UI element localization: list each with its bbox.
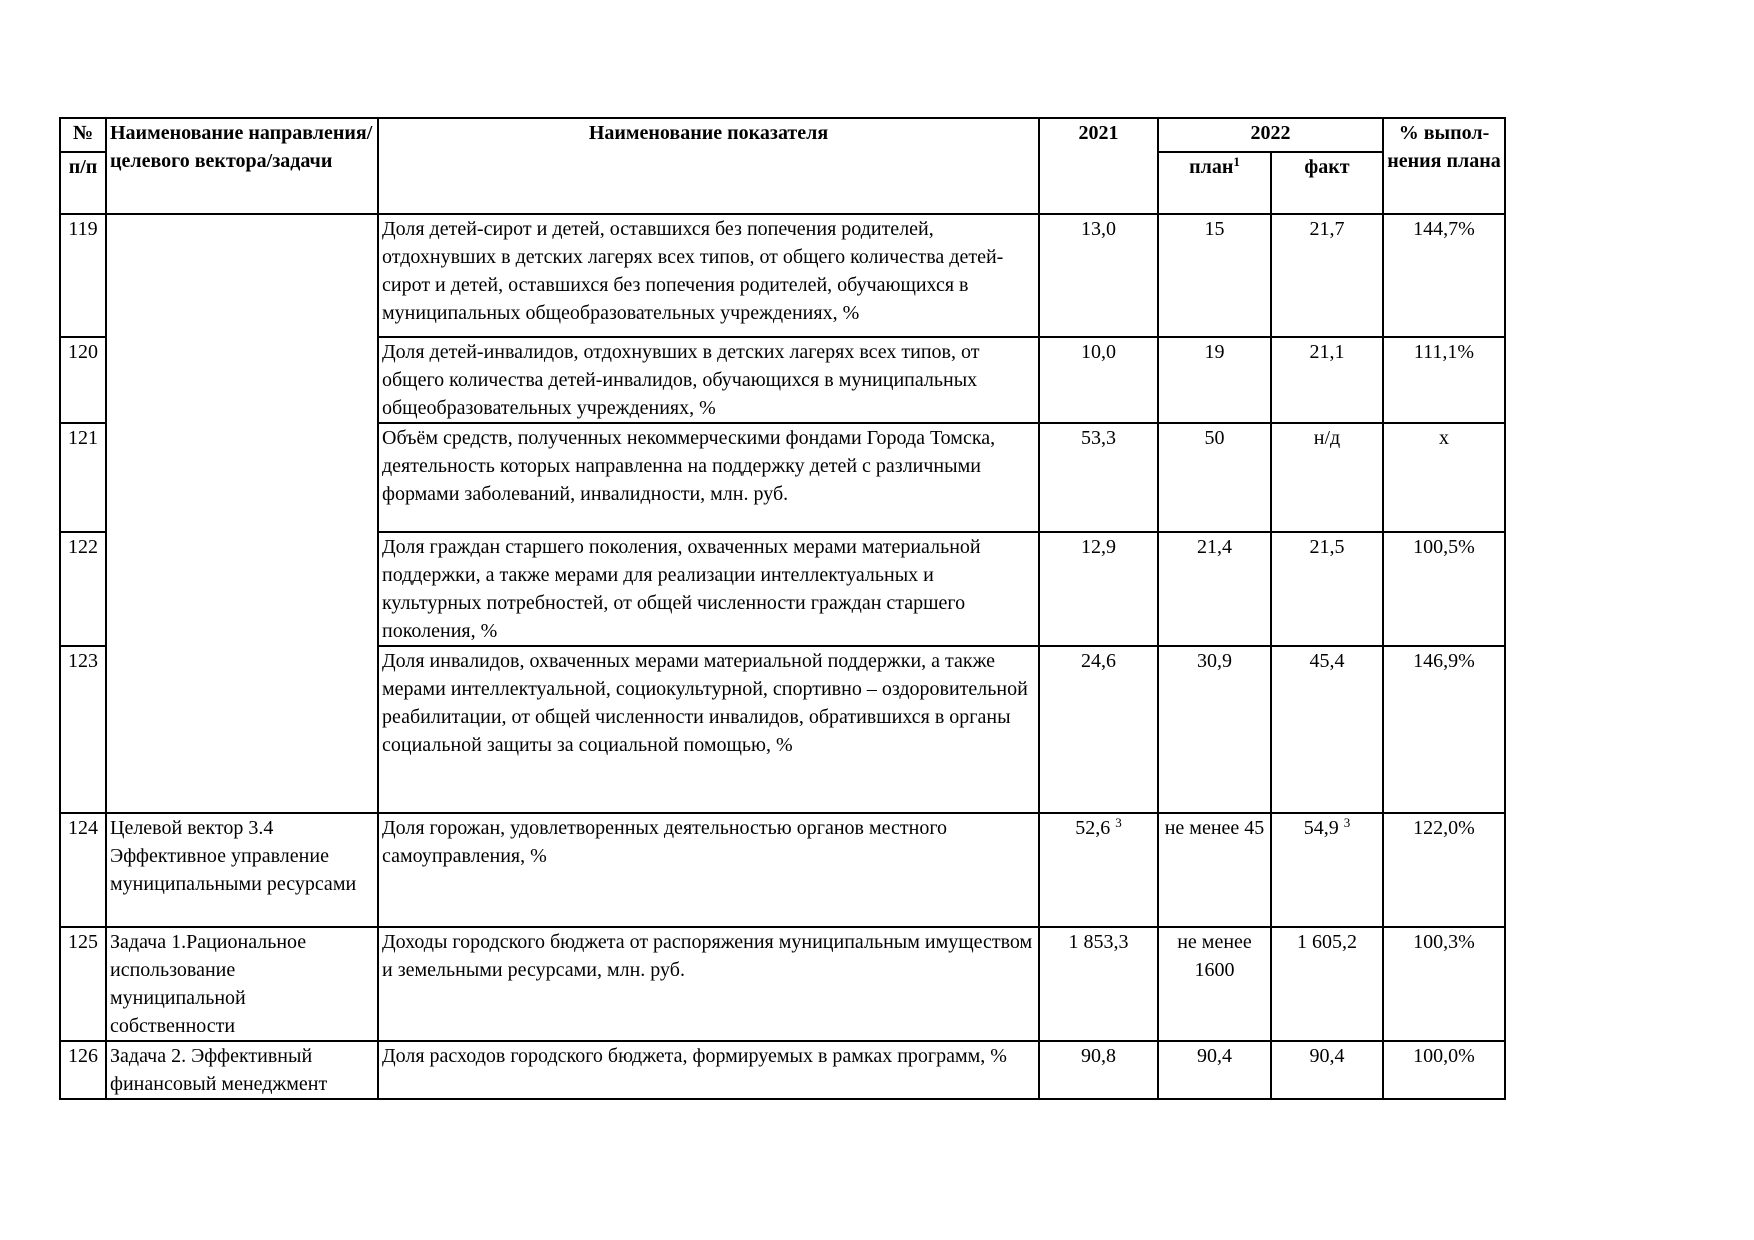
row-indicator: Доля детей-сирот и детей, оставшихся без попечения родителей, отдохнувших в детских лагерях всех типов, от общего количества детей-сирот и детей, оставшихся без попечения родителей, обучающихся в муниципальных общеобразовательных учреждениях, % xyxy=(378,214,1039,337)
row-plan-2022: 21,4 xyxy=(1158,532,1271,646)
row-percent: х xyxy=(1383,423,1505,532)
row-direction: Задача 1.Рациональное использование муниципальной собственности xyxy=(106,927,378,1041)
row-percent: 100,5% xyxy=(1383,532,1505,646)
header-num-sub: п/п xyxy=(60,152,106,214)
row-indicator: Доля граждан старшего поколения, охваченных мерами материальной поддержки, а также мерами для реализации интеллектуальных и культурных потребностей, от общей численности граждан старшего поколения, % xyxy=(378,532,1039,646)
row-value-2021: 12,9 xyxy=(1039,532,1158,646)
row-num: 121 xyxy=(60,423,106,532)
row-indicator: Объём средств, полученных некоммерческими фондами Города Томска, деятельность которых направленна на поддержку детей с различными формами заболеваний, инвалидности, млн. руб. xyxy=(378,423,1039,532)
row-percent: 122,0% xyxy=(1383,813,1505,927)
row-indicator: Доля инвалидов, охваченных мерами материальной поддержки, а также мерами интеллектуальной, социокультурной, спортивно – оздоровительной реабилитации, от общей численности инвалидов, обратившихся в органы социальной защиты за социальной помощью, % xyxy=(378,646,1039,813)
footnote-mark: 3 xyxy=(1115,815,1122,830)
row-direction: Целевой вектор 3.4 Эффективное управление муниципальными ресурсами xyxy=(106,813,378,927)
header-num: № xyxy=(60,118,106,152)
row-percent: 146,9% xyxy=(1383,646,1505,813)
row-num: 120 xyxy=(60,337,106,423)
row-percent: 111,1% xyxy=(1383,337,1505,423)
row-fact-2022: 90,4 xyxy=(1271,1041,1383,1099)
row-percent: 100,3% xyxy=(1383,927,1505,1041)
row-indicator: Доходы городского бюджета от распоряжения муниципальным имуществом и земельными ресурсами, млн. руб. xyxy=(378,927,1039,1041)
row-indicator: Доля расходов городского бюджета, формируемых в рамках программ, % xyxy=(378,1041,1039,1099)
row-plan-2022: 30,9 xyxy=(1158,646,1271,813)
row-num: 122 xyxy=(60,532,106,646)
row-direction: Задача 2. Эффективный финансовый менеджмент xyxy=(106,1041,378,1099)
table-row xyxy=(60,927,1505,1041)
row-value-2021: 24,6 xyxy=(1039,646,1158,813)
row-direction-empty xyxy=(106,214,378,813)
row-value-2021: 90,8 xyxy=(1039,1041,1158,1099)
header-year-2021: 2021 xyxy=(1039,118,1158,214)
row-value-2021: 53,3 xyxy=(1039,423,1158,532)
row-indicator: Доля горожан, удовлетворенных деятельностью органов местного самоуправления, % xyxy=(378,813,1039,927)
row-num: 125 xyxy=(60,927,106,1041)
header-plan: план$^1$ xyxy=(1158,152,1271,214)
row-plan-2022: не менее 45 xyxy=(1158,813,1271,927)
header-percent: % выпол- нения плана xyxy=(1383,118,1505,214)
footnote-mark: 3 xyxy=(1343,815,1351,830)
row-percent: 144,7% xyxy=(1383,214,1505,337)
row-plan-2022: 90,4 xyxy=(1158,1041,1271,1099)
header-fact: факт xyxy=(1271,152,1383,214)
row-fact-2022: 21,1 xyxy=(1271,337,1383,423)
table-row xyxy=(60,813,1505,927)
row-num: 124 xyxy=(60,813,106,927)
row-value-2021: 1 853,3 xyxy=(1039,927,1158,1041)
row-fact-2022: 21,5 xyxy=(1271,532,1383,646)
row-fact-2022: 45,4 xyxy=(1271,646,1383,813)
row-num: 123 xyxy=(60,646,106,813)
table-row xyxy=(60,214,1505,337)
row-plan-2022: 15 xyxy=(1158,214,1271,337)
row-fact-2022: 21,7 xyxy=(1271,214,1383,337)
row-value-2021: 52,6 $^3$ xyxy=(1039,813,1158,927)
header-year-2022: 2022 xyxy=(1158,118,1383,152)
table-row xyxy=(60,1041,1505,1099)
indicators-table xyxy=(59,117,1506,1100)
row-indicator: Доля детей-инвалидов, отдохнувших в детских лагерях всех типов, от общего количества детей-инвалидов, обучающихся в муниципальных общеобразовательных учреждениях, % xyxy=(378,337,1039,423)
header-direction: Наименование направления/целевого вектора/задачи xyxy=(106,118,378,214)
row-num: 126 xyxy=(60,1041,106,1099)
header-row-1 xyxy=(60,118,1505,152)
row-num: 119 xyxy=(60,214,106,337)
row-fact-2022: 1 605,2 xyxy=(1271,927,1383,1041)
header-indicator: Наименование показателя xyxy=(378,118,1039,214)
row-plan-2022: 19 xyxy=(1158,337,1271,423)
row-fact-2022: н/д xyxy=(1271,423,1383,532)
row-value-2021: 13,0 xyxy=(1039,214,1158,337)
row-fact-2022: 54,9 $^3$ xyxy=(1271,813,1383,927)
row-value-2021: 10,0 xyxy=(1039,337,1158,423)
row-plan-2022: 50 xyxy=(1158,423,1271,532)
row-percent: 100,0% xyxy=(1383,1041,1505,1099)
row-plan-2022: не менее 1600 xyxy=(1158,927,1271,1041)
